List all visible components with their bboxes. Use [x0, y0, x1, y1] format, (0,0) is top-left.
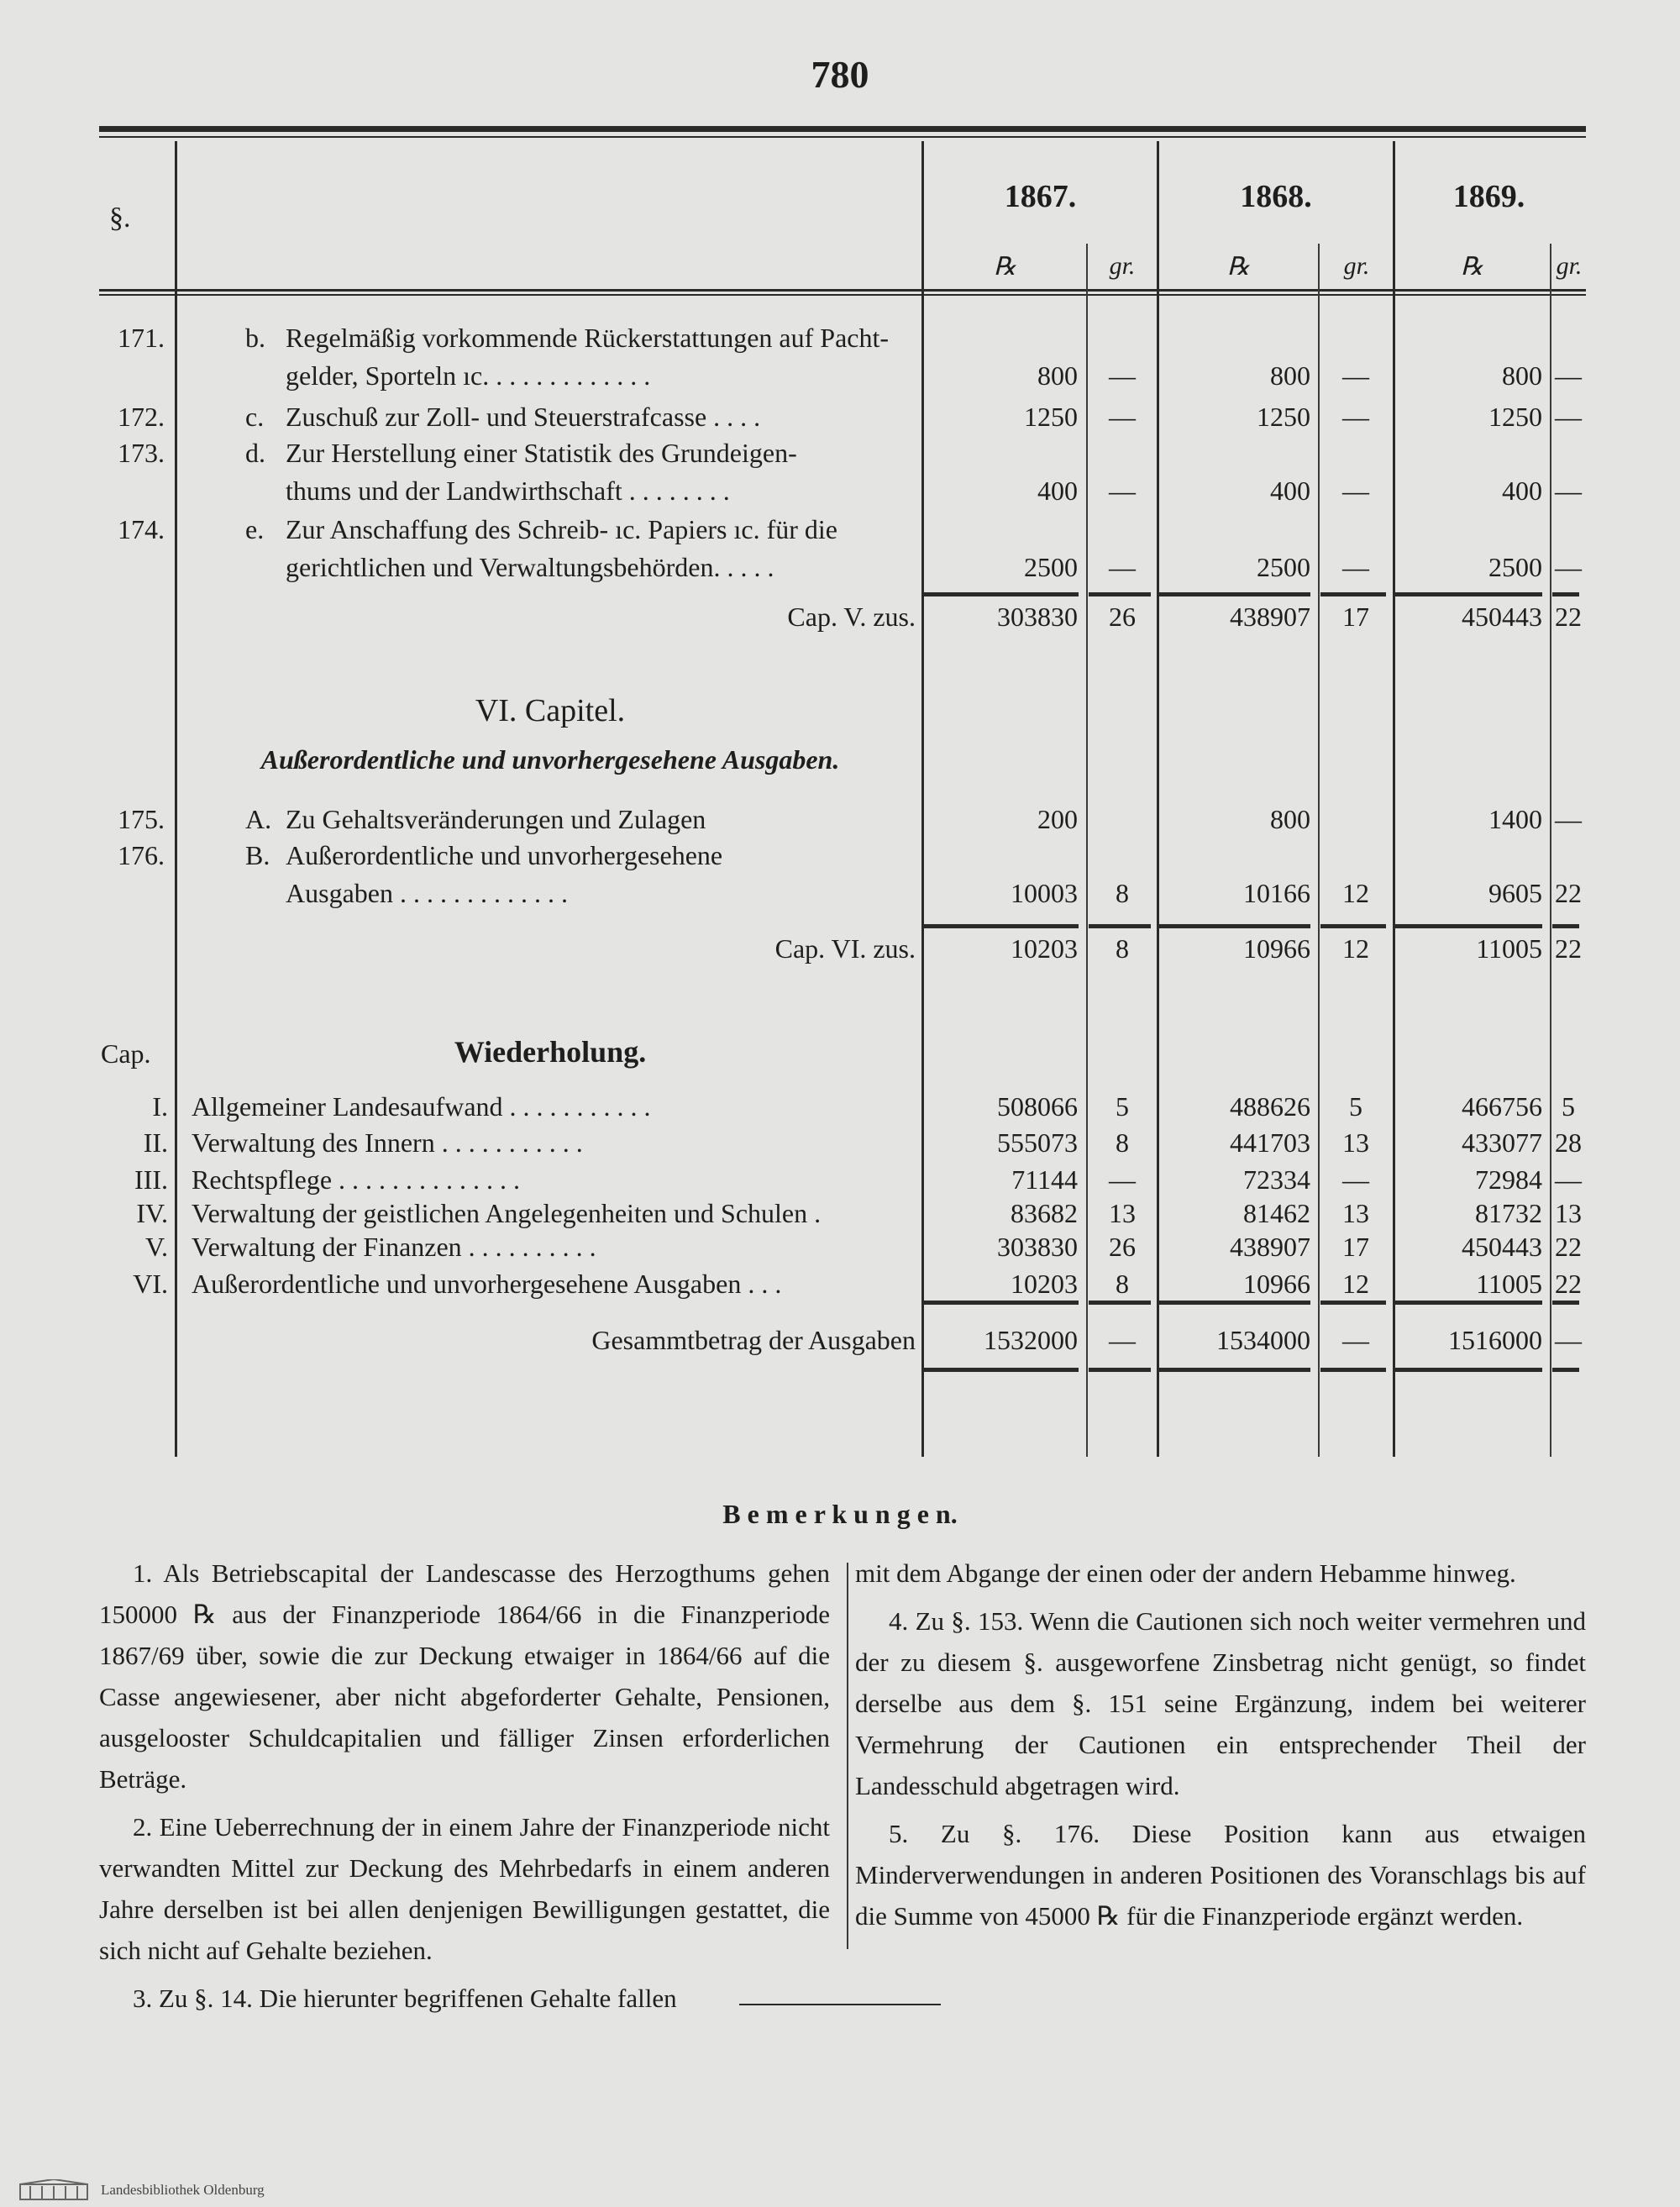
amount-cell: 10003 [1011, 878, 1078, 908]
column-divider [1318, 244, 1320, 1457]
amount-cell: — [1555, 804, 1582, 834]
amount-cell: 12 [1342, 933, 1369, 964]
top-double-rule-thin [99, 136, 1586, 138]
amount-cell: 2500 [1257, 552, 1310, 582]
amount-cell: 8 [1116, 878, 1129, 908]
amount-cell: 12 [1342, 1269, 1369, 1299]
sum-rule [924, 592, 1079, 596]
unit-thaler: ℞ [994, 253, 1016, 281]
paragraph-number: 173. [118, 438, 165, 468]
amount-cell: — [1109, 476, 1136, 506]
amount-cell: — [1342, 1164, 1369, 1195]
sum-rule [1159, 924, 1310, 928]
paragraph-number: 172. [118, 402, 165, 432]
paragraph-number: 174. [118, 514, 165, 544]
amount-cell: 800 [1502, 360, 1542, 391]
remark-4: 4. Zu §. 153. Wenn die Cautionen sich noch weiter vermehren und der zu diesem §. ausgeworfene Zinsbetrag nicht genügt, so findet derselbe aus dem §. 151 seine Ergänzung, indem bei weiterer Vermehrung der Cautionen ein entsprechender Theil der Landesschuld abgetragen wird. [855, 1606, 1586, 1800]
remark-2: 2. Eine Ueberrechnung der in einem Jahre der Finanzperiode nicht verwandten Mittel zur Deckung des Mehrbedarfs in einem anderen Jahre derselben ist bei allen denjenigen Bewilligungen gestattet, die sich nicht auf Gehalte beziehen. [99, 1812, 830, 1965]
chapter-numeral: II. [143, 1127, 168, 1158]
summary-label: Rechtspflege . . . . . . . . . . . . . . [192, 1164, 521, 1195]
sum-rule [1089, 592, 1151, 596]
amount-cell: 5 [1562, 1091, 1575, 1122]
item-text: gelder, Sporteln ıc. . . . . . . . . . . . . [286, 360, 651, 391]
summary-label: Verwaltung der Finanzen . . . . . . . . . . [192, 1232, 596, 1262]
amount-cell: 466756 [1462, 1091, 1542, 1122]
amount-cell: 10966 [1243, 933, 1310, 964]
unit-groschen: gr. [1343, 252, 1370, 280]
end-rule [739, 2004, 941, 2005]
amount-cell: 8 [1116, 933, 1129, 964]
amount-cell: 72334 [1243, 1164, 1310, 1195]
year-header-1867: 1867. [1004, 179, 1077, 214]
sum-rule [1089, 924, 1151, 928]
chapter-numeral: III. [134, 1164, 168, 1195]
amount-cell: 10166 [1243, 878, 1310, 908]
amount-cell: 81462 [1243, 1198, 1310, 1228]
amount-cell: — [1109, 402, 1136, 432]
amount-cell: — [1342, 552, 1369, 582]
remark-3-continued: mit dem Abgange der einen oder der andern Hebamme hinweg. [855, 1558, 1516, 1588]
remark-5: 5. Zu §. 176. Diese Position kann aus etwaigen Minderverwendungen in anderen Positionen des Voranschlags bis auf die Summe von 45000 ℞ für die Finanzperiode ergänzt werden. [855, 1819, 1586, 1931]
remark-1: 1. Als Betriebscapital der Landescasse des Herzogthums gehen 150000 ℞ aus der Finanzperiode 1864/66 in die Finanzperiode 1867/69 über, sowie die zur Deckung etwaiger in 1864/66 auf die Casse angewiesener, aber nicht abgeforderter Gehalte, Pensionen, ausgelooster Schuldcapitalien und fälliger Zinsen erforderlichen Beträge. [99, 1558, 830, 1794]
amount-cell: 12 [1342, 878, 1369, 908]
amount-cell: — [1342, 1325, 1369, 1355]
amount-cell: 10966 [1243, 1269, 1310, 1299]
item-text: Zuschuß zur Zoll- und Steuerstrafcasse . . . . [286, 402, 761, 432]
item-text: Zur Anschaffung des Schreib- ıc. Papiers ıc. für die [286, 514, 837, 544]
remarks [99, 1553, 1586, 2026]
item-text: Regelmäßig vorkommende Rückerstattungen auf Pacht- [286, 323, 890, 353]
amount-cell: 81732 [1475, 1198, 1542, 1228]
item-text: Ausgaben . . . . . . . . . . . . . [286, 878, 568, 908]
amount-cell: 438907 [1230, 602, 1310, 632]
sum-rule [1320, 924, 1386, 928]
amount-cell: — [1342, 402, 1369, 432]
amount-cell: 1400 [1488, 804, 1542, 834]
amount-cell: 800 [1270, 804, 1310, 834]
sum-rule [1320, 592, 1386, 596]
amount-cell: — [1109, 1164, 1136, 1195]
chapter-heading: VI. Capitel. [475, 693, 626, 728]
amount-cell: 22 [1555, 602, 1582, 632]
amount-cell: 22 [1555, 1269, 1582, 1299]
item-letter: A. [245, 804, 272, 834]
chapter-numeral: V. [145, 1232, 168, 1262]
chapter-numeral: I. [152, 1091, 168, 1122]
amount-cell: 400 [1037, 476, 1078, 506]
amount-cell: — [1342, 476, 1369, 506]
amount-cell: 303830 [997, 1232, 1078, 1262]
item-text: gerichtlichen und Verwaltungsbehörden. . . . . [286, 552, 774, 582]
item-text: thums und der Landwirthschaft . . . . . . . . [286, 476, 730, 506]
item-letter: B. [245, 840, 270, 870]
amount-cell: 441703 [1230, 1127, 1310, 1158]
amount-cell: 8 [1116, 1269, 1129, 1299]
amount-cell: 26 [1109, 1232, 1136, 1262]
amount-cell: 1250 [1488, 402, 1542, 432]
summary-label: Verwaltung der geistlichen Angelegenheiten und Schulen . [192, 1198, 822, 1228]
sum-rule [1552, 924, 1579, 928]
amount-cell: 488626 [1230, 1091, 1310, 1122]
cap-column-label: Cap. [101, 1038, 151, 1069]
section-header: §. [109, 202, 131, 234]
cap-total-label: Cap. V. zus. [787, 602, 916, 632]
page-number: 780 [811, 53, 869, 96]
sum-rule [924, 1368, 1079, 1372]
sum-rule [1320, 1301, 1386, 1305]
amount-cell: — [1555, 360, 1582, 391]
sum-rule [1394, 592, 1542, 596]
amount-cell: 2500 [1024, 552, 1078, 582]
amount-cell: 1516000 [1448, 1325, 1542, 1355]
amount-cell: 400 [1502, 476, 1542, 506]
amount-cell: 13 [1555, 1198, 1582, 1228]
amount-cell: 22 [1555, 1232, 1582, 1262]
remark-3: 3. Zu §. 14. Die hierunter begriffenen Gehalte fallen [133, 1984, 677, 2013]
amount-cell: 22 [1555, 933, 1582, 964]
amount-cell: — [1109, 360, 1136, 391]
sum-rule [1089, 1301, 1151, 1305]
sum-rule [924, 924, 1079, 928]
amount-cell: — [1555, 476, 1582, 506]
amount-cell: 11005 [1476, 933, 1542, 964]
column-divider [1086, 244, 1088, 1457]
header-bottom-rule-2 [99, 294, 1586, 296]
amount-cell: 508066 [997, 1091, 1078, 1122]
paragraph-number: 171. [118, 323, 165, 353]
year-header-1868: 1868. [1240, 179, 1312, 214]
sum-rule [1552, 592, 1579, 596]
sum-rule [1320, 1368, 1386, 1372]
sum-rule [1089, 1368, 1151, 1372]
amount-cell: 1250 [1257, 402, 1310, 432]
library-logo-icon [18, 2179, 94, 2201]
paragraph-number: 175. [118, 804, 165, 834]
amount-cell: 11005 [1476, 1269, 1542, 1299]
amount-cell: 83682 [1011, 1198, 1078, 1228]
sum-rule [1394, 1368, 1542, 1372]
amount-cell: 10203 [1011, 933, 1078, 964]
summary-label: Außerordentliche und unvorhergesehene Ausgaben . . . [192, 1269, 782, 1299]
chapter-subtitle: Außerordentliche und unvorhergesehene Ausgaben. [260, 744, 840, 775]
amount-cell: 8 [1116, 1127, 1129, 1158]
amount-cell: 9605 [1488, 878, 1542, 908]
item-text: Zur Herstellung einer Statistik des Grundeigen- [286, 438, 797, 468]
item-letter: b. [245, 323, 265, 353]
amount-cell: — [1555, 1325, 1582, 1355]
top-double-rule [99, 126, 1586, 132]
amount-cell: 13 [1342, 1198, 1369, 1228]
unit-groschen: gr. [1556, 252, 1583, 280]
footer [18, 2179, 265, 2201]
summary-label: Verwaltung des Innern . . . . . . . . . . . [192, 1127, 583, 1158]
amount-cell: 17 [1342, 602, 1369, 632]
amount-cell: 433077 [1462, 1127, 1542, 1158]
amount-cell: 450443 [1462, 602, 1542, 632]
sum-rule [1394, 1301, 1542, 1305]
paragraph-number: 176. [118, 840, 165, 870]
amount-cell: 28 [1555, 1127, 1582, 1158]
column-divider [1550, 244, 1551, 1457]
grand-total-label: Gesammtbetrag der Ausgaben [591, 1325, 916, 1355]
item-letter: e. [245, 514, 265, 544]
column-divider [175, 141, 177, 1457]
amount-cell: 400 [1270, 476, 1310, 506]
chapter-numeral: VI. [133, 1269, 168, 1299]
sum-rule [1159, 592, 1310, 596]
amount-cell: 1250 [1024, 402, 1078, 432]
remarks-heading: B e m e r k u n g e n. [722, 1499, 958, 1529]
amount-cell: 438907 [1230, 1232, 1310, 1262]
item-text: Zu Gehaltsveränderungen und Zulagen [286, 804, 706, 834]
amount-cell: — [1109, 1325, 1136, 1355]
sum-rule [1159, 1368, 1310, 1372]
amount-cell: 1534000 [1216, 1325, 1310, 1355]
amount-cell: 71144 [1011, 1164, 1078, 1195]
amount-cell: 303830 [997, 602, 1078, 632]
unit-groschen: gr. [1109, 252, 1136, 280]
amount-cell: — [1555, 402, 1582, 432]
sum-rule [1159, 1301, 1310, 1305]
amount-cell: 72984 [1475, 1164, 1542, 1195]
header-bottom-rule [99, 289, 1586, 292]
amount-cell: 13 [1109, 1198, 1136, 1228]
sum-rule [1552, 1368, 1579, 1372]
amount-cell: 800 [1270, 360, 1310, 391]
remarks-left-column [99, 1553, 830, 2026]
remarks-right-column [855, 1553, 1586, 2026]
amount-cell: 450443 [1462, 1232, 1542, 1262]
library-name: Landesbibliothek Oldenburg [101, 2182, 265, 2198]
summary-heading: Wiederholung. [454, 1035, 647, 1069]
amount-cell: — [1555, 552, 1582, 582]
cap-total-label: Cap. VI. zus. [774, 933, 916, 964]
summary-label: Allgemeiner Landesaufwand . . . . . . . . . . . [192, 1091, 651, 1122]
unit-thaler: ℞ [1461, 253, 1483, 281]
amount-cell: 800 [1037, 360, 1078, 391]
amount-cell: 555073 [997, 1127, 1078, 1158]
item-letter: c. [245, 402, 265, 432]
amount-cell: — [1109, 552, 1136, 582]
amount-cell: 2500 [1488, 552, 1542, 582]
sum-rule [1552, 1301, 1579, 1305]
amount-cell: 200 [1037, 804, 1078, 834]
amount-cell: — [1342, 360, 1369, 391]
amount-cell: — [1555, 1164, 1582, 1195]
unit-thaler: ℞ [1227, 253, 1250, 281]
amount-cell: 5 [1116, 1091, 1129, 1122]
amount-cell: 5 [1349, 1091, 1362, 1122]
sum-rule [924, 1301, 1079, 1305]
amount-cell: 26 [1109, 602, 1136, 632]
amount-cell: 22 [1555, 878, 1582, 908]
amount-cell: 13 [1342, 1127, 1369, 1158]
item-letter: d. [245, 438, 265, 468]
sum-rule [1394, 924, 1542, 928]
amount-cell: 10203 [1011, 1269, 1078, 1299]
year-header-1869: 1869. [1452, 179, 1525, 214]
item-text: Außerordentliche und unvorhergesehene [286, 840, 723, 870]
chapter-numeral: IV. [136, 1198, 168, 1228]
amount-cell: 1532000 [984, 1325, 1078, 1355]
amount-cell: 17 [1342, 1232, 1369, 1262]
